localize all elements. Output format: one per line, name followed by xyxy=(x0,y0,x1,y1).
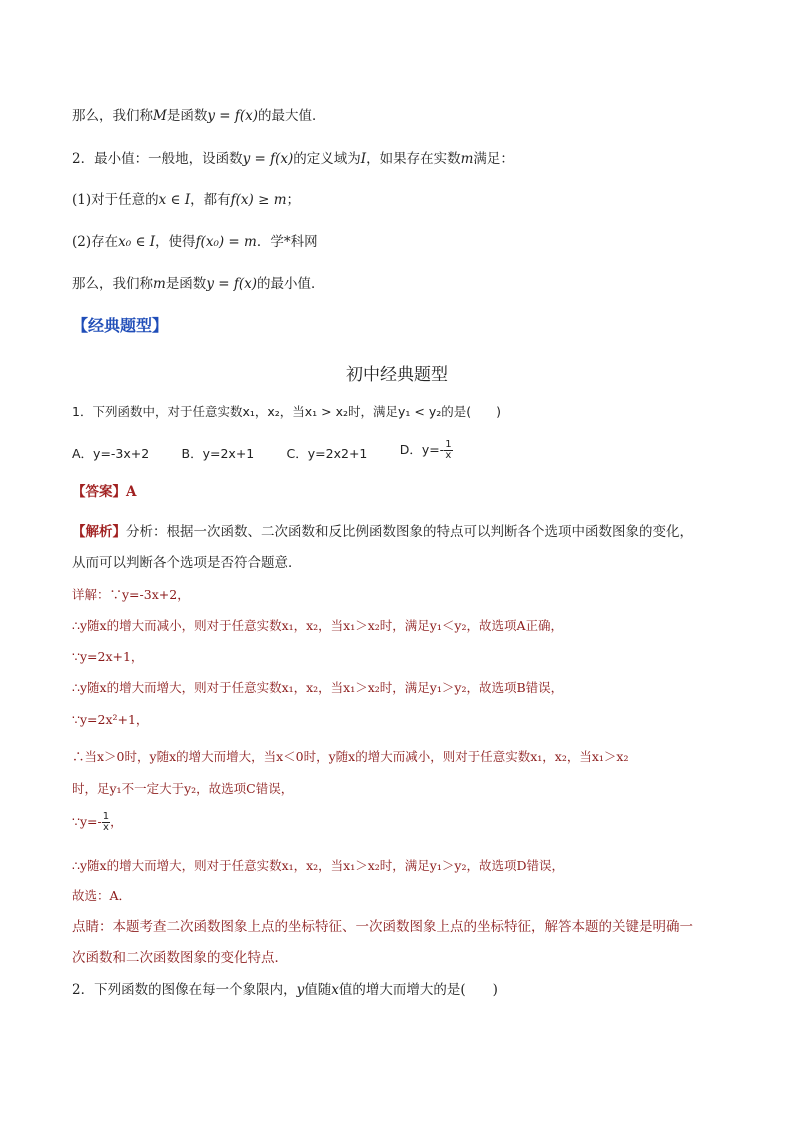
detail-2: ∴y随x的增大而减小，则对于任意实数x₁，x₂，当x₁＞x₂时，满足y₁＜y₂，故选项A正确， xyxy=(72,618,563,633)
text: 是函数 xyxy=(166,108,208,124)
fraction-numerator: 1 xyxy=(445,439,452,450)
answer-label: 【答案】 xyxy=(72,484,126,500)
text: 的最大值． xyxy=(258,108,326,124)
math-expr: x₀ ∈ I xyxy=(118,234,156,250)
math-func: y = f(x) xyxy=(242,151,294,167)
detail-4: ∴y随x的增大而增大，则对于任意实数x₁，x₂，当x₁＞x₂时，满足y₁＞y₂，故选项B错误， xyxy=(72,680,564,695)
text: 值的增大而增大的是( ) xyxy=(338,982,498,998)
option-d-prefix: D．y=- xyxy=(399,442,445,457)
condition-2 xyxy=(72,232,318,252)
detail-6: ∴当x＞0时，y随x的增大而增大，当x＜0时，y随x的增大而减小，则对于任意实数x₁，x₂，当x₁＞x₂ xyxy=(72,749,629,764)
min-value-conclusion xyxy=(72,274,324,294)
fraction-numerator: 1 xyxy=(102,811,110,822)
math-expr: f(x₀) = m xyxy=(195,234,257,250)
analysis-text: 分析：根据一次函数、二次函数和反比例函数图象的特点可以判断各个选项中函数图象的变化， xyxy=(126,524,693,540)
math-func: y = f(x) xyxy=(206,276,257,292)
detail-8-prefix: ∵y=- xyxy=(72,814,102,829)
detail-5: ∵y=2x²+1， xyxy=(72,712,149,727)
math-x: x xyxy=(331,982,339,998)
analysis-label: 【解析】 xyxy=(72,524,126,540)
text: 2．最小值：一般地，设函数 xyxy=(72,151,243,167)
fraction xyxy=(102,812,110,833)
detail-9: ∴y随x的增大而增大，则对于任意实数x₁，x₂，当x₁＞x₂时，满足y₁＞y₂，故选项D错误， xyxy=(72,858,564,873)
text: 是函数 xyxy=(165,276,207,292)
condition-1 xyxy=(72,190,300,210)
text: 的定义域为 xyxy=(293,151,361,167)
math-func: y = f(x) xyxy=(207,108,258,124)
math-m: m xyxy=(460,151,474,167)
text: 那么，我们称 xyxy=(72,276,153,292)
detail-8 xyxy=(72,812,123,833)
text: 的最小值． xyxy=(256,276,325,292)
option-b: B．y=2x+1 xyxy=(181,446,255,461)
math-M: M xyxy=(153,108,167,124)
math-expr: x ∈ I xyxy=(158,192,191,208)
answer xyxy=(72,482,136,502)
fraction-denominator: x xyxy=(445,450,452,461)
text: (2)存在 xyxy=(72,234,119,250)
max-value-conclusion xyxy=(72,106,326,126)
math-y: y xyxy=(296,982,305,998)
question-1-stem: 1．下列函数中，对于任意实数x₁，x₂，当x₁ > x₂时，满足y₁ < y₂的是( ) xyxy=(72,404,501,419)
answer-value: A xyxy=(126,484,137,500)
comment-line-1: 点睛：本题考查二次函数图象上点的坐标特征、一次函数图象上点的坐标特征，解答本题的关键是明确一 xyxy=(72,919,693,935)
math-m: m xyxy=(153,276,166,292)
comment-line-2: 次函数和二次函数图象的变化特点． xyxy=(72,950,288,966)
text: ； xyxy=(286,192,300,208)
text: ，如果存在实数 xyxy=(366,151,461,167)
text: ，都有 xyxy=(190,192,231,208)
text: 那么，我们称 xyxy=(72,108,153,124)
option-a: A．y=-3x+2 xyxy=(72,446,150,461)
analysis-line-2: 从而可以判断各个选项是否符合题意． xyxy=(72,555,302,571)
text: 满足： xyxy=(473,151,514,167)
min-definition xyxy=(72,149,514,169)
math-expr: f(x) ≥ m xyxy=(230,192,287,208)
text: ．学*科网 xyxy=(256,234,318,250)
fraction-denominator: x xyxy=(102,822,109,833)
question-1-options xyxy=(72,439,481,465)
detail-8-suffix: ， xyxy=(110,814,123,829)
question-2-stem xyxy=(72,980,498,1000)
option-c: C．y=2x2+1 xyxy=(286,446,368,461)
text: 2．下列函数的图像在每一个象限内， xyxy=(72,982,297,998)
text: ，使得 xyxy=(155,234,196,250)
fraction xyxy=(444,440,452,461)
section-heading: 【经典题型】 xyxy=(72,316,169,335)
option-d xyxy=(400,440,453,461)
detail-3: ∵y=2x+1， xyxy=(72,649,144,664)
text: (1)对于任意的 xyxy=(72,192,159,208)
analysis-line-1 xyxy=(72,522,693,542)
detail-1: 详解：∵y=-3x+2， xyxy=(72,587,190,602)
text: 值随 xyxy=(304,982,332,998)
math-I: I xyxy=(360,151,367,167)
sub-title: 初中经典题型 xyxy=(346,365,448,385)
detail-7: 时，足y₁不一定大于y₂，故选项C错误， xyxy=(72,781,294,796)
detail-10: 故选：A． xyxy=(72,888,132,903)
